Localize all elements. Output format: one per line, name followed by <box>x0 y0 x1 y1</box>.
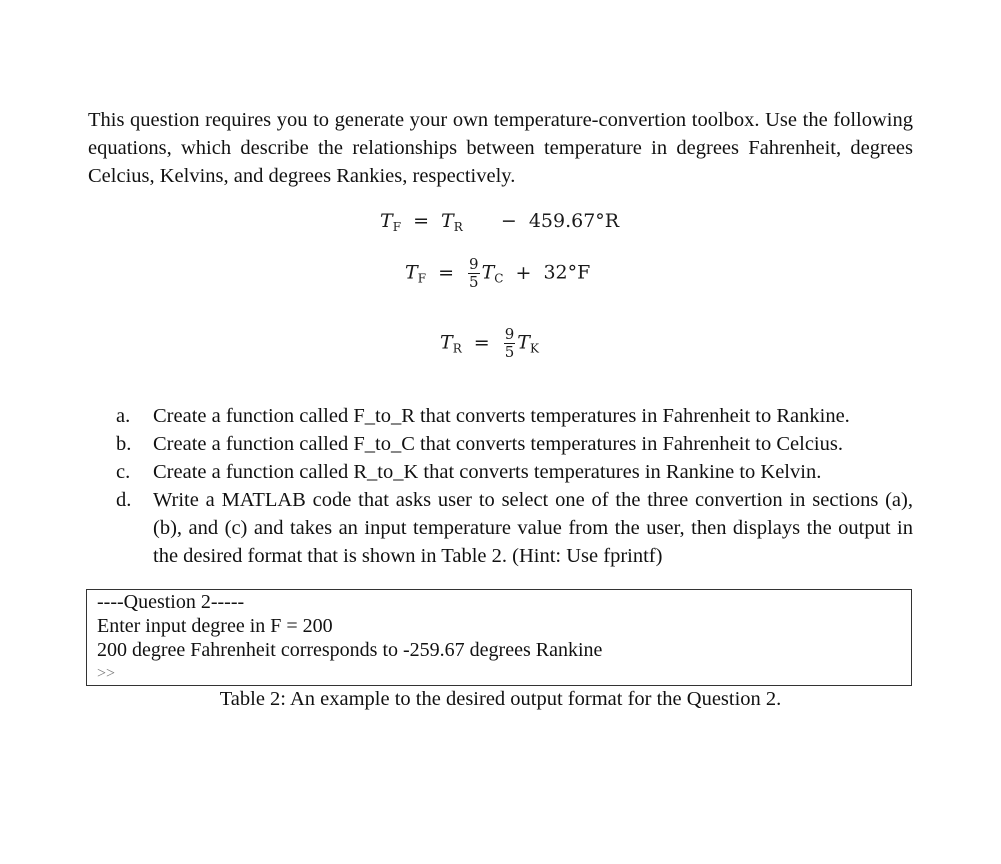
eq2-lhs: T <box>405 261 418 284</box>
eq3-numerator: 9 <box>504 325 515 343</box>
console-output-table <box>86 589 912 686</box>
eq3-denominator: 5 <box>504 343 515 361</box>
eq3-lhs-sub: R <box>452 341 462 356</box>
list-item <box>116 486 913 570</box>
eq2-denominator: 5 <box>469 273 479 291</box>
list-item-text: Write a MATLAB code that asks user to select one of the three convertion in sections (a), (b), and (c) and takes an input temperature value from the user, then displays the output in the desired format that is shown in Table 2. (Hint: Use fprintf) <box>153 489 913 567</box>
eq2-equals: = <box>438 261 454 284</box>
eq1-var: T <box>441 210 454 232</box>
console-cursor: >> <box>97 665 116 682</box>
eq2-var: T <box>481 261 495 284</box>
list-marker: d. <box>116 489 132 511</box>
list-marker: b. <box>116 433 132 455</box>
eq1-equals: = <box>413 210 429 232</box>
task-list <box>116 402 913 570</box>
list-item <box>116 402 913 430</box>
eq1-lhs: T <box>380 210 393 232</box>
console-header: ----Question 2----- <box>97 591 245 613</box>
console-prompt: Enter input degree in F = 200 <box>97 615 333 637</box>
list-marker: c. <box>116 461 131 483</box>
eq2-value: 32°F <box>543 261 591 284</box>
eq2-var-sub: C <box>494 271 504 286</box>
equation-r-from-k <box>440 326 539 361</box>
eq2-operator: + <box>515 261 532 284</box>
eq3-fraction <box>504 326 516 361</box>
equation-f-from-r <box>380 210 619 234</box>
eq3-var-sub: K <box>529 341 539 356</box>
eq2-numerator: 9 <box>469 255 479 273</box>
eq2-fraction <box>468 256 480 291</box>
eq2-lhs-sub: F <box>417 271 427 286</box>
eq1-operator: − <box>500 210 517 232</box>
eq1-var-sub: R <box>453 220 463 234</box>
intro-paragraph: This question requires you to generate your own temperature-convertion toolbox. Use the following equations, which describe the relationships between temperature in degrees Fahrenheit, degrees Celcius, Kelvins, and degrees Rankies, respectively. <box>88 109 913 187</box>
list-item <box>116 458 913 486</box>
list-item-text: Create a function called R_to_K that converts temperatures in Rankine to Kelvin. <box>153 461 822 483</box>
list-item-text: Create a function called F_to_C that converts temperatures in Fahrenheit to Celcius. <box>153 433 843 455</box>
equation-f-from-c <box>405 256 590 291</box>
console-result: 200 degree Fahrenheit corresponds to -259.67 degrees Rankine <box>97 639 603 661</box>
list-marker: a. <box>116 405 131 427</box>
table-caption: Table 2: An example to the desired output format for the Question 2. <box>219 688 782 710</box>
list-item-text: Create a function called F_to_R that converts temperatures in Fahrenheit to Rankine. <box>153 405 850 427</box>
list-item <box>116 430 913 458</box>
eq1-value: 459.67°R <box>528 210 620 232</box>
eq3-equals: = <box>473 331 490 354</box>
eq3-lhs: T <box>440 331 453 354</box>
eq1-lhs-sub: F <box>392 220 402 234</box>
eq3-var: T <box>517 331 530 354</box>
